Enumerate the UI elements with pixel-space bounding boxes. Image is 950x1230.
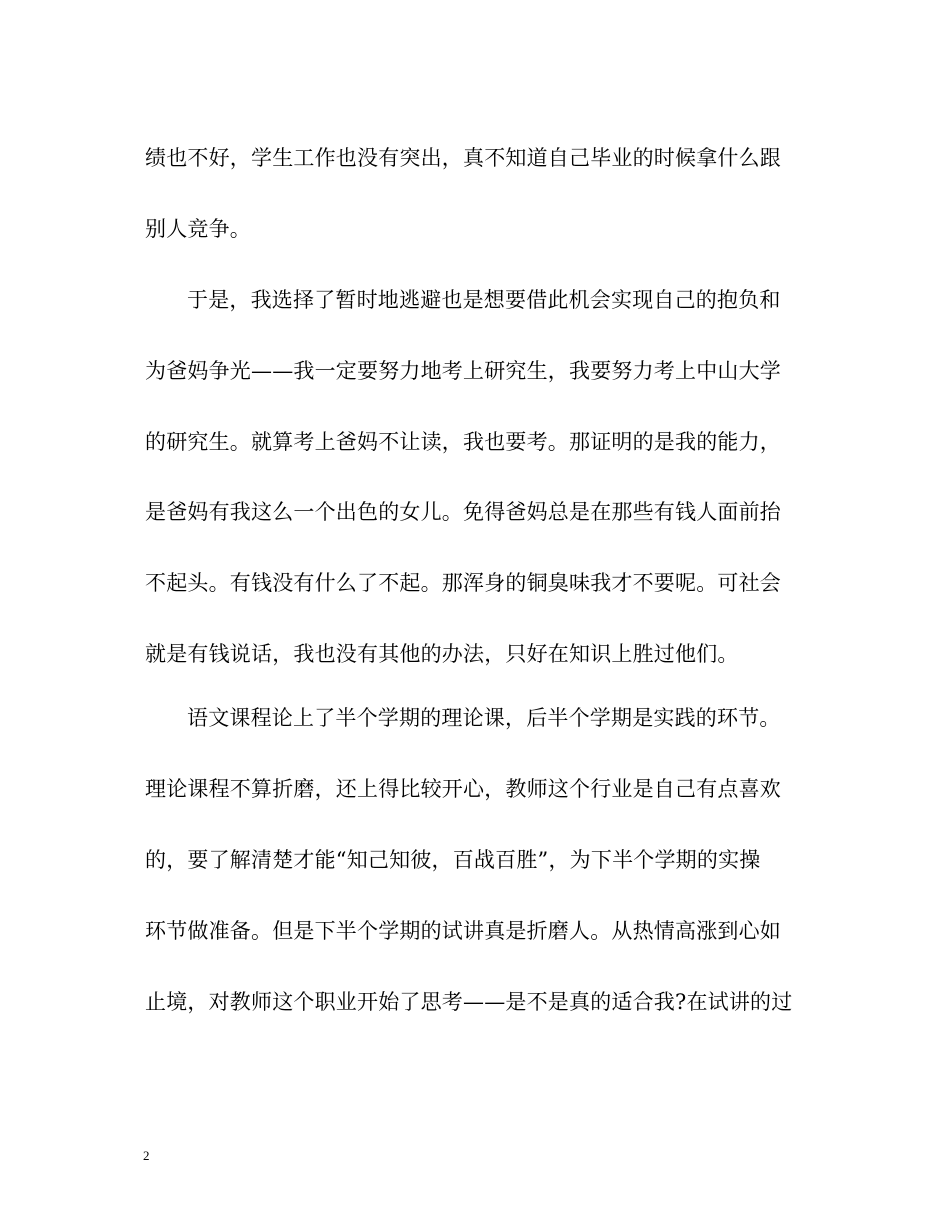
text-line: 的研究生。就算考上爸妈不让读，我也要考。那证明的是我的能力， [145,430,781,454]
text-line: 别人竞争。 [145,217,251,241]
text-line-paragraph-start: 于是，我选择了暂时地逃避也是想要借此机会实现自己的抱负和 [187,288,781,312]
text-line: 环节做准备。但是下半个学期的试讲真是折磨人。从热情高涨到心如 [145,919,781,943]
text-line-paragraph-start: 语文课程论上了半个学期的理论课，后半个学期是实践的环节。 [187,706,781,730]
text-line: 绩也不好，学生工作也没有突出，真不知道自己毕业的时候拿什么跟 [145,146,781,170]
text-line: 理论课程不算折磨，还上得比较开心，教师这个行业是自己有点喜欢 [145,777,781,801]
text-line: 就是有钱说话，我也没有其他的办法，只好在知识上胜过他们。 [145,642,739,666]
text-line: 止境，对教师这个职业开始了思考——是不是真的适合我?在试讲的过 [145,990,793,1014]
page-number: 2 [143,1148,150,1163]
text-line: 为爸妈争光——我一定要努力地考上研究生，我要努力考上中山大学 [145,359,781,383]
text-line: 是爸妈有我这么一个出色的女儿。免得爸妈总是在那些有钱人面前抬 [145,500,781,524]
text-line: 不起头。有钱没有什么了不起。那浑身的铜臭味我才不要呢。可社会 [145,571,781,595]
text-line: 的，要了解清楚才能“知己知彼，百战百胜”，为下半个学期的实操 [145,848,761,872]
